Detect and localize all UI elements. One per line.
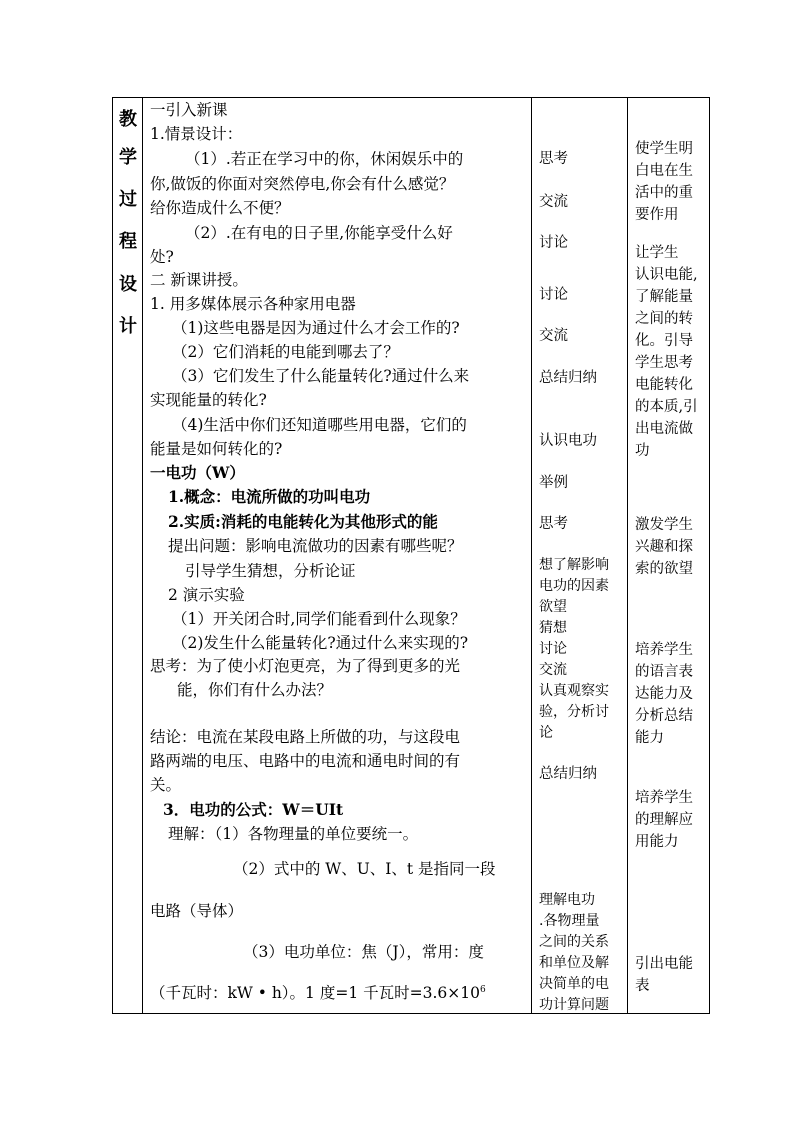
activity-item: 举例 (539, 475, 568, 491)
activity-item: 讨论 (539, 287, 568, 303)
column-divider (627, 98, 628, 1013)
content-line: 处? (150, 248, 174, 266)
intent-line: 用能力 (635, 834, 679, 850)
activity-item: 猜想 (539, 620, 567, 636)
activity-item: 讨论 (539, 235, 568, 251)
intent-line: 培养学生 (635, 790, 693, 806)
content-line: 路两端的电压、电路中的电流和通电时间的有 (150, 752, 461, 770)
activity-item: 交流 (539, 194, 568, 210)
unit-conversion-line: （千瓦时：kW • h）。1 度=1 千瓦时$=3.6\times 10^6$ (150, 984, 486, 1002)
intent-line: 电能转化 (635, 377, 693, 393)
content-line: 理解：（1）各物理量的单位要统一。 (168, 825, 419, 843)
intent-line: 之间的转 (635, 311, 693, 327)
intent-line: 培养学生 (635, 642, 693, 658)
content-line: （1）.若正在学习中的你，休闲娱乐中的 (185, 150, 464, 168)
section-heading: 一引入新课 (150, 101, 228, 119)
content-line: （3）它们发生了什么能量转化?通过什么来 (172, 367, 470, 385)
intent-line: 要作用 (635, 207, 679, 223)
activity-item: 交流 (539, 662, 567, 678)
content-line: （2）.在有电的日子里,你能享受什么好 (185, 224, 453, 242)
section-heading: 二 新课讲授。 (150, 271, 248, 289)
activity-item: 和单位及解 (539, 955, 609, 971)
content-line: （2)发生什么能量转化?通过什么来实现的? (172, 634, 469, 652)
column-divider (531, 98, 532, 1013)
content-line: 你,做饭的你面对突然停电,你会有什么感觉？ (150, 175, 455, 193)
content-line: 引导学生猜想，分析论证 (185, 562, 356, 580)
activity-item: 总结归纳 (539, 766, 597, 782)
content-line: 1.概念：电流所做的功叫电功 (168, 487, 371, 506)
intent-line: 索的欲望 (635, 561, 693, 577)
content-line: 2.实质:消耗的电能转化为其他形式的能 (168, 512, 438, 531)
intent-line: 能力 (635, 730, 664, 746)
section-heading: 一电功（W） (150, 463, 245, 482)
content-line: 实现能量的转化? (150, 391, 267, 409)
intent-line: 的语言表 (635, 664, 693, 680)
intent-line: 功 (635, 443, 650, 459)
activity-item: 总结归纳 (539, 370, 597, 386)
intent-line: 让学生 (635, 245, 679, 261)
content-line: （2）式中的 W、U、I、t 是指同一段 (233, 860, 496, 878)
content-line: 关。 (150, 776, 182, 794)
activity-item: 欲望 (539, 599, 567, 615)
activity-item: 认真观察实 (539, 683, 609, 699)
intent-line: 认识电能, (635, 267, 698, 283)
content-line: （3）电功单位：焦（J），常用：度 (243, 943, 484, 961)
activity-item: 理解电功 (539, 892, 595, 908)
content-line: 提出问题：影响电流做功的因素有哪些呢？ (168, 537, 463, 555)
activity-item: 论 (539, 725, 553, 741)
content-line: （1）开关闭合时,同学们能看到什么现象？ (172, 610, 466, 628)
activity-item: 思考 (539, 151, 568, 167)
intent-line: 达能力及 (635, 686, 693, 702)
content-line: （4)生活中你们还知道哪些用电器，它们的 (172, 416, 467, 434)
activity-item: 交流 (539, 328, 568, 344)
formula-heading: 3．电功的公式：W＝UIt (163, 800, 344, 819)
content-line: 能量是如何转化的? (150, 440, 283, 458)
intent-line: 表 (635, 978, 650, 994)
activity-item: 功计算问题 (539, 997, 609, 1013)
intent-line: 激发学生 (635, 517, 693, 533)
intent-line: 活中的重 (635, 185, 693, 201)
intent-line: 分析总结 (635, 708, 693, 724)
intent-line: 了解能量 (635, 289, 693, 305)
content-line: 1.情景设计： (150, 125, 243, 143)
column-divider (142, 98, 143, 1013)
intent-line: 使学生明 (635, 141, 693, 157)
content-line: 结论：电流在某段电路上所做的功，与这段电 (150, 728, 461, 746)
intent-line: 出电流做 (635, 421, 693, 437)
activity-item: 认识电功 (539, 433, 597, 449)
content-line: 1. 用多媒体展示各种家用电器 (150, 295, 356, 313)
intent-line: 兴趣和探 (635, 539, 693, 555)
content-line: （1)这些电器是因为通过什么才会工作的? (172, 319, 460, 337)
activity-item: 之间的关系 (539, 934, 609, 950)
activity-item: 想了解影响 (539, 557, 609, 573)
intent-line: 学生思考 (635, 355, 693, 371)
content-line: 电路（导体） (150, 902, 244, 920)
activity-item: .各物理量 (539, 913, 600, 929)
activity-item: 讨论 (539, 641, 567, 657)
content-line: 给你造成什么不便？ (150, 199, 290, 217)
content-line: 能，你们有什么办法？ (177, 681, 333, 699)
intent-line: 引出电能 (635, 956, 693, 972)
activity-item: 决简单的电 (539, 976, 609, 992)
content-line: （2）它们消耗的电能到哪去了？ (172, 343, 399, 361)
intent-line: 的理解应 (635, 812, 693, 828)
activity-item: 思考 (539, 516, 568, 532)
intent-line: 的本质,引 (635, 399, 698, 415)
content-line: 2 演示实验 (168, 586, 245, 604)
activity-item: 验，分析讨 (539, 704, 609, 720)
intent-line: 化。引导 (635, 333, 693, 349)
intent-line: 白电在生 (635, 163, 693, 179)
activity-item: 电功的因素 (539, 578, 609, 594)
lesson-table: 教 学 过 程 设 计 一引入新课 1.情景设计： （1）.若正在学习中的你，休闲娱乐中的 你,做饭的你面对突然停电,你会有什么感觉？ 给你造成什么不便？ （2）.在有电的日子里,你能享受什么好 处? 二 新课讲授。 1. 用多媒体展示各种家用电器 （1)这些电器是因为通过什么才会工作的? （2）它们消耗的电能到哪去了？ （3）它们发生了什么能量转化?通过什么来 实现能量的转化? （4)生活中你们还知道哪些用电器，它们的 能量是如何转化的? 一电功（W） 1.概念：电流所做的功叫电功 2.实质:消耗的电能转化为其他形式的能 提出问题：影响电流做功的因素有哪些呢？ 引导学生猜想，分析论证 2 演示实验 （1）开关闭合时,同学们能看到什么现象？ （2)发生什么能量转化?通过什么来实现的? 思考：为了使小灯泡更亮，为了得到更多的光 能，你们有什么办法？ 结论：电流在某段电路上所做的功，与这段电 路两端的电压、电路中的电流和通电时间的有 关。 3．电功的公式：W＝UIt 理解：（1）各物理量的单位要统一。 （2）式中的 W、U、I、t 是指同一段 电路（导体） （3）电功单位：焦（J），常用：度 （千瓦时：kW • h）。1 度=1 千瓦时$=3.6\times 10^6$ 思考 交流 讨论 讨论 交流 总结归纳 认识电功 举例 思考 想了解影响 电功的因素 欲望 猜想 讨论 交流 认真观察实 验，分析讨 论 总结归纳 理解电功 .各物理量 之间的关系 和单位及解 决简单的电 功计算问题 使学生明 白电在生 活中的重 要作用 让学生 认识电能, 了解能量 之间的转 化。引导 学生思考 电能转化 的本质,引 出电流做 功 激发学生 兴趣和探 索的欲望 培养学生 的语言表 达能力及 分析总结 能力 培养学生 的理解应 用能力 引出电能 表 (112, 97, 710, 1014)
content-line: 思考：为了使小灯泡更亮，为了得到更多的光 (150, 657, 461, 675)
